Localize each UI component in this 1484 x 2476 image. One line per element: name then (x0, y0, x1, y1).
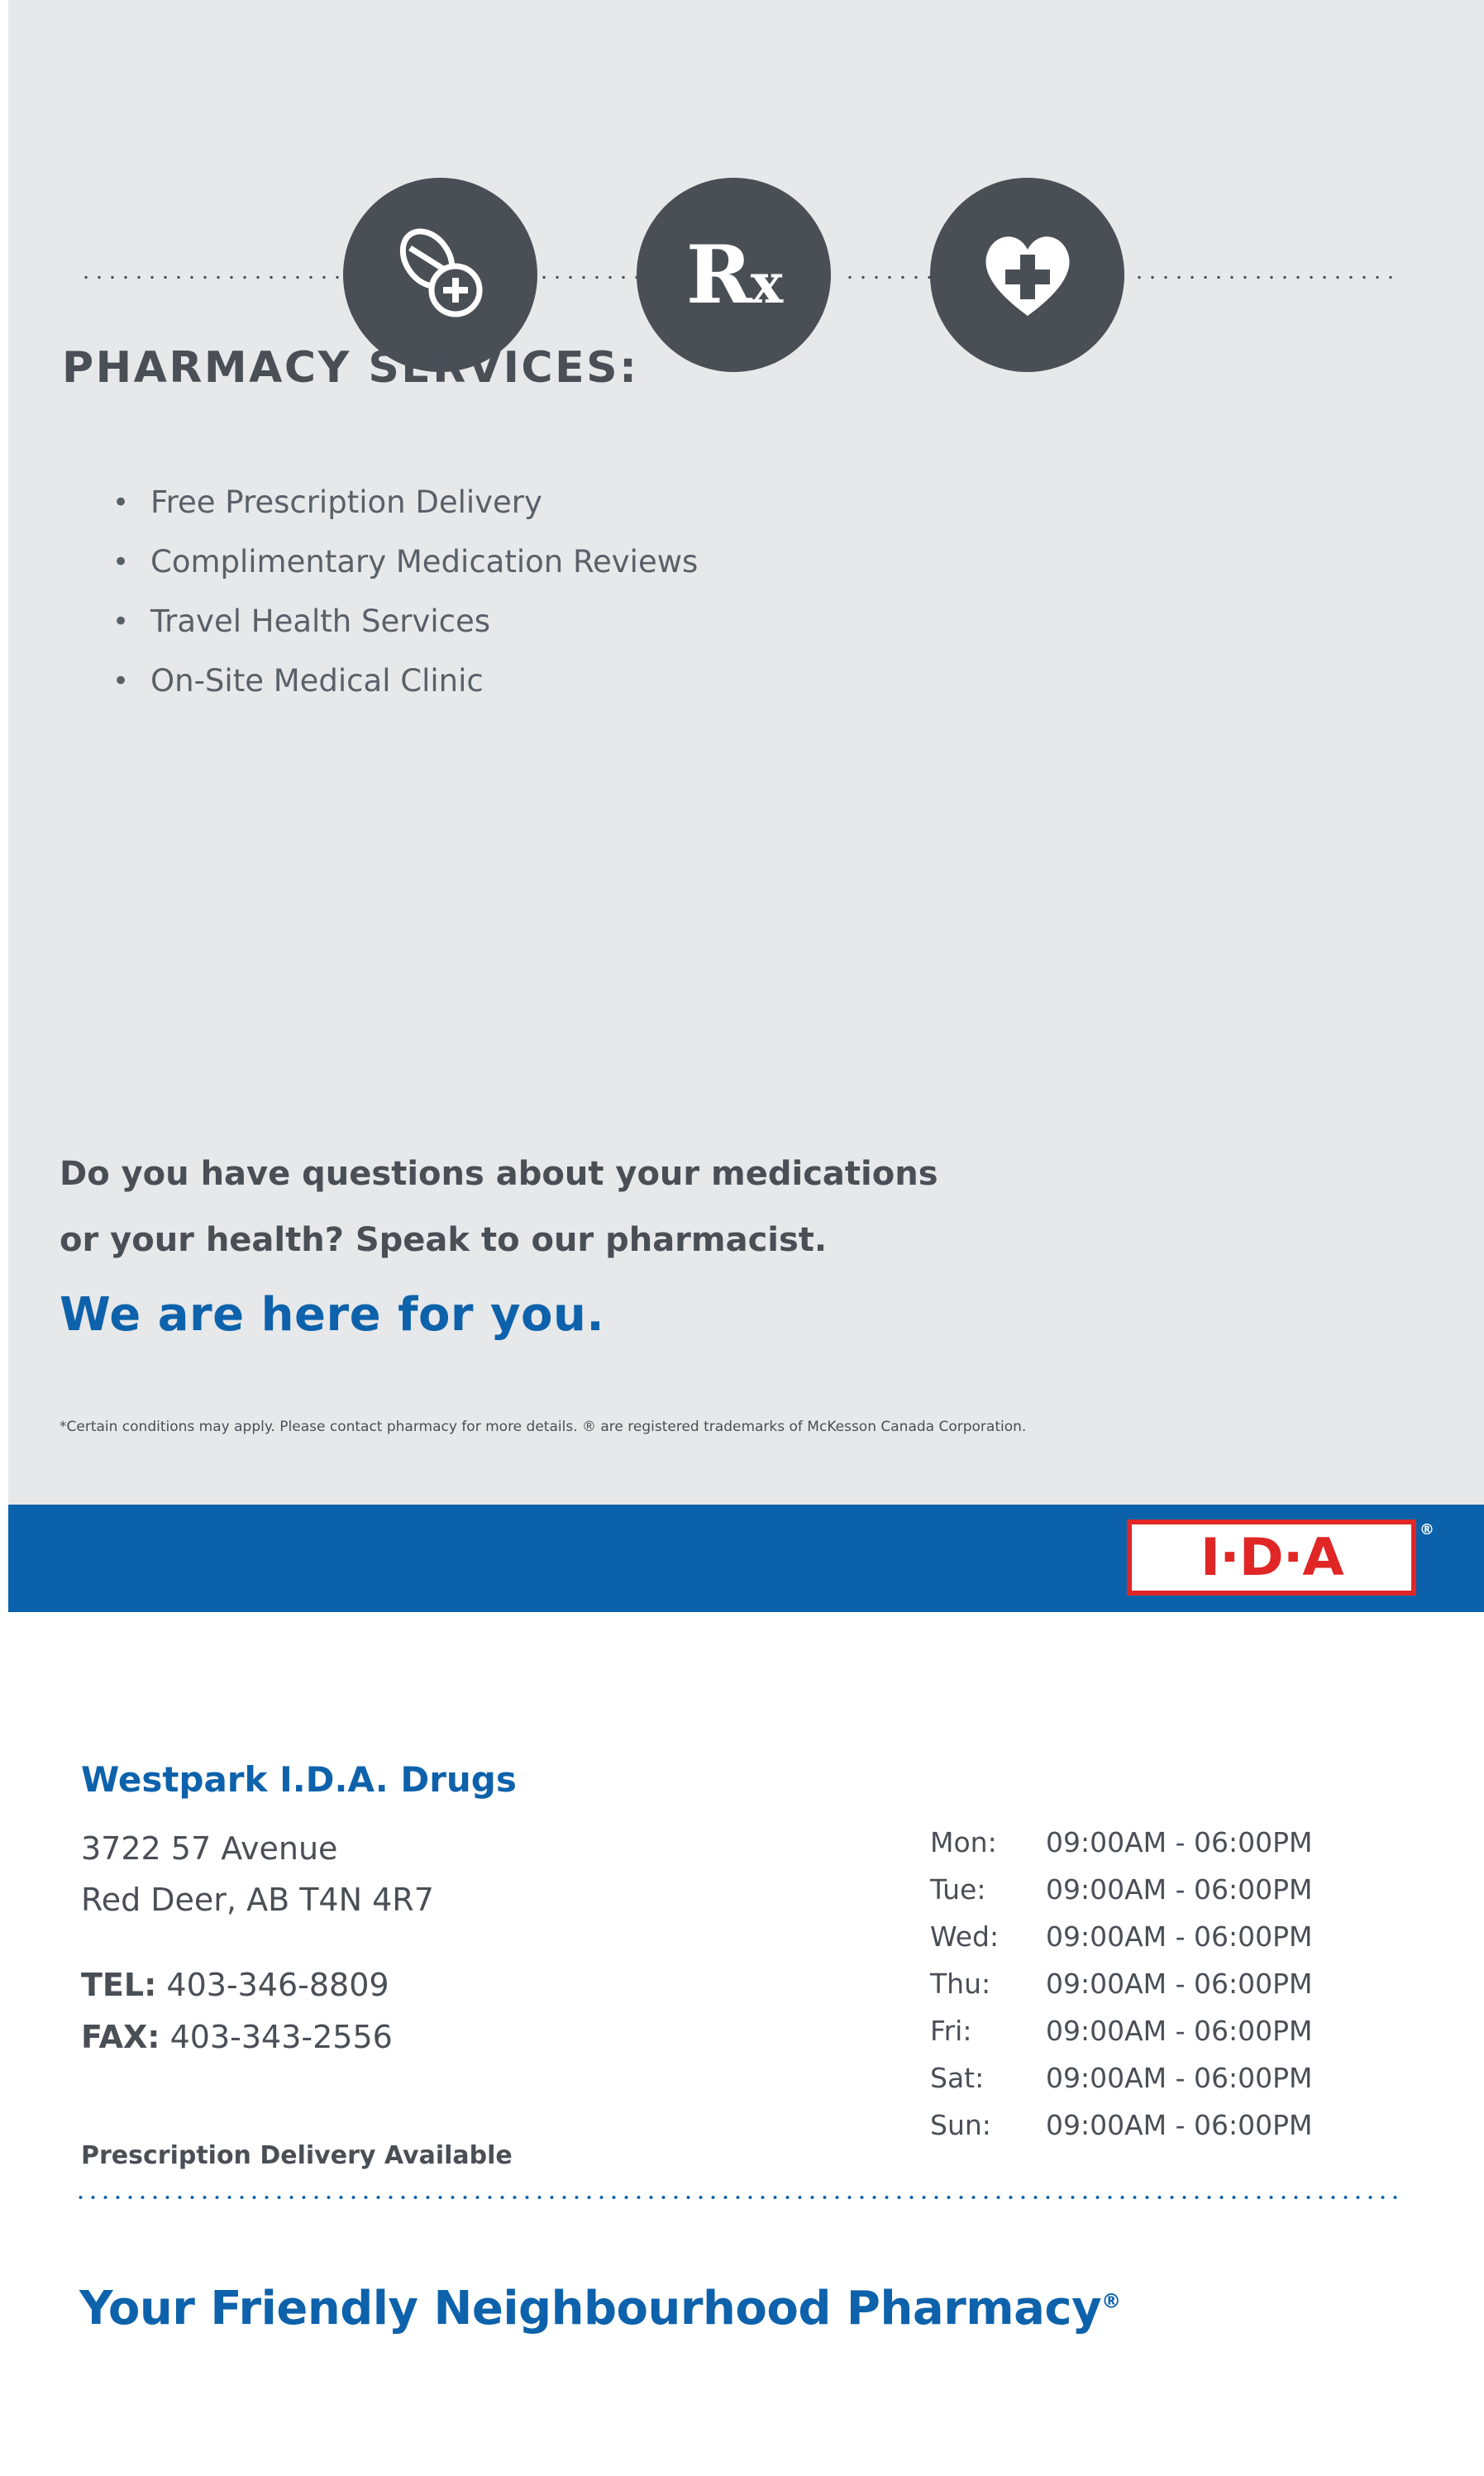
heart-plus-icon (930, 178, 1124, 372)
tagline-registered-mark: ® (1101, 2289, 1121, 2313)
store-name: Westpark I.D.A. Drugs (81, 1759, 517, 1800)
ida-logo (1127, 1519, 1416, 1596)
ida-logo-text: I·D·A (1200, 1527, 1343, 1587)
address-line-2: Red Deer, AB T4N 4R7 (81, 1882, 434, 1918)
icon-strip (0, 83, 1484, 322)
dotted-divider-left (79, 275, 344, 279)
question-block (60, 1141, 1258, 1273)
list-item: • Travel Health Services (107, 592, 1100, 651)
hours-day: Wed: (930, 1920, 1000, 1953)
hours-time: 09:00AM - 06:00PM (1046, 1873, 1313, 1906)
hours-row (930, 1819, 1426, 1866)
hours-day: Mon: (930, 1826, 997, 1858)
fax-value: 403-343-2556 (169, 2019, 393, 2055)
hours-day: Tue: (930, 1873, 986, 1906)
store-address (81, 1823, 434, 1925)
hours-row (930, 1913, 1426, 1960)
registered-mark: ® (1420, 1521, 1434, 1539)
hours-time: 09:00AM - 06:00PM (1046, 1826, 1313, 1858)
question-line-2: or your health? Speak to our pharmacist. (60, 1221, 828, 1259)
hours-day: Sun: (930, 2109, 991, 2141)
delivery-note: Prescription Delivery Available (81, 2141, 513, 2170)
tagline-text: Your Friendly Neighbourhood Pharmacy (79, 2282, 1102, 2335)
tel-label: TEL: (81, 1967, 157, 2003)
hours-row (930, 2054, 1426, 2101)
rx-glyph: Rx (685, 227, 782, 322)
left-edge (0, 0, 8, 2476)
dotted-divider-mid1 (537, 275, 637, 279)
rx-icon (637, 178, 831, 372)
hours-row (930, 2101, 1426, 2149)
page-title: PHARMACY SERVICES: (62, 343, 639, 393)
hours-time: 09:00AM - 06:00PM (1046, 2015, 1313, 2047)
highlight-statement: We are here for you. (60, 1288, 605, 1342)
list-item: • Free Prescription Delivery (107, 473, 1100, 532)
disclaimer-text: *Certain conditions may apply. Please contact pharmacy for more details. ® are registered trademarks of McKesson Canada Corporation. (60, 1419, 1027, 1435)
fax-label: FAX: (81, 2019, 160, 2055)
hours-row (930, 1866, 1426, 1913)
list-item: • On-Site Medical Clinic (107, 651, 1100, 711)
fax-row (81, 2011, 393, 2063)
services-list (107, 473, 1100, 711)
address-line-1: 3722 57 Avenue (81, 1830, 338, 1867)
dotted-divider-bottom (74, 2195, 1405, 2200)
hours-time: 09:00AM - 06:00PM (1046, 2109, 1313, 2141)
dotted-divider-mid2 (843, 275, 938, 279)
tagline (79, 2282, 1121, 2335)
hours-row (930, 1960, 1426, 2007)
hours-time: 09:00AM - 06:00PM (1046, 2062, 1313, 2094)
hours-time: 09:00AM - 06:00PM (1046, 1968, 1313, 2000)
hours-time: 09:00AM - 06:00PM (1046, 1920, 1313, 1953)
dotted-divider-right (1133, 275, 1397, 279)
store-hours (930, 1819, 1426, 2149)
tel-value[interactable]: 403-346-8809 (166, 1967, 389, 2003)
hours-day: Fri: (930, 2015, 972, 2047)
hours-day: Sat: (930, 2062, 985, 2094)
list-item: • Complimentary Medication Reviews (107, 532, 1100, 592)
hours-row (930, 2007, 1426, 2054)
hours-day: Thu: (930, 1968, 991, 2000)
telephone-row (81, 1959, 393, 2011)
question-line-1: Do you have questions about your medications (60, 1155, 938, 1193)
store-contact (81, 1959, 393, 2063)
